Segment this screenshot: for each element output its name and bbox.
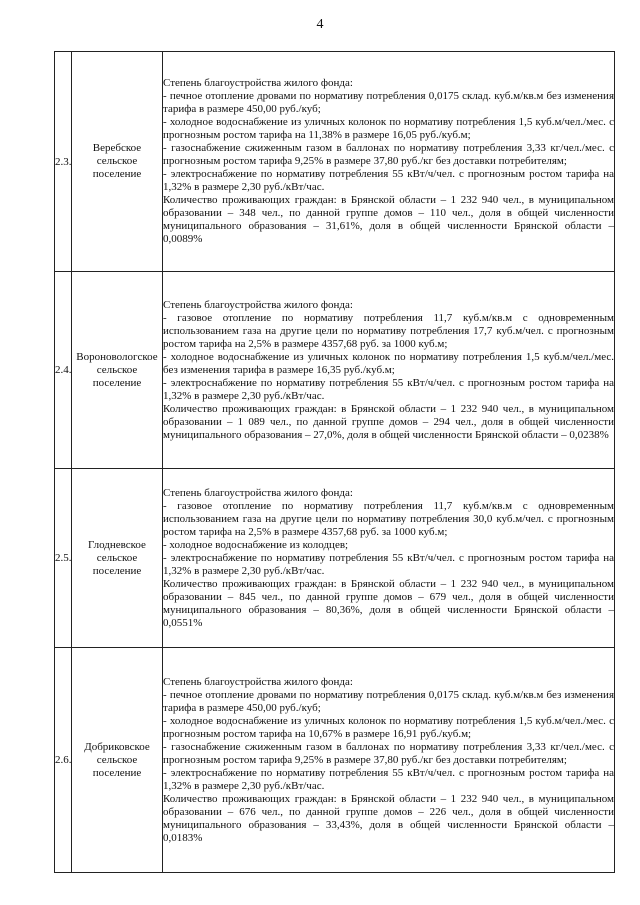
page-number: 4: [316, 17, 324, 32]
settlement-name: Вороновологское сельское поселение: [72, 272, 163, 469]
row-content: [163, 469, 615, 648]
settlement-name: Глодневское сельское поселение: [72, 469, 163, 648]
amenities-text: Степень благоустройства жилого фонда: - печное отопление дровами по нормативу потребления 0,0175 склад. куб.м/кв.м без изменения тарифа в размере 450,00 руб./куб; - холодное водоснабжение из уличных колонок по нормативу потребления 1,5 куб.м/чел./мес. с прогнозным ростом тарифа на 10,67% в размере 16,91 руб./куб.м; - газоснабжение сжиженным газом в баллонах по нормативу потребления 3,33 кг/чел./мес. с прогнозным ростом тарифа 9,25% в размере 37,80 руб./кг без доставки потребителям; - электроснабжение по нормативу потребления 55 кВт/ч/чел. с прогнозным ростом тарифа на 1,32% в размере 2,30 руб./кВт/час.: [163, 675, 614, 792]
row-content: [163, 648, 615, 873]
settlement-name: Добриковское сельское поселение: [72, 648, 163, 873]
row-number: 2.4.: [55, 272, 72, 469]
row-content: [163, 52, 615, 272]
document-table: [54, 51, 615, 873]
population-stats: Количество проживающих граждан: в Брянской области – 1 232 940 чел., в муниципальном образовании – 845 чел., по данной группе домов – 679 чел., доля в общей численности муниципального образования – 80,36%, доля в общей численности Брянской области – 0,0551%: [163, 577, 614, 629]
table-row: [55, 272, 615, 469]
settlement-name: Веребское сельское поселение: [72, 52, 163, 272]
population-stats: Количество проживающих граждан: в Брянской области – 1 232 940 чел., в муниципальном образовании – 1 089 чел., по данной группе домов – 294 чел., доля в общей численности муниципального образования – 27,0%, доля в общей численности Брянской области – 0,0238%: [163, 402, 614, 441]
population-stats: Количество проживающих граждан: в Брянской области – 1 232 940 чел., в муниципальном образовании – 348 чел., по данной группе домов – 110 чел., доля в общей численности муниципального образования – 31,61%, доля в общей численности Брянской области – 0,0089%: [163, 194, 614, 245]
amenities-text: Степень благоустройства жилого фонда: - печное отопление дровами по нормативу потребления 0,0175 склад. куб.м/кв.м без изменения тарифа в размере 450,00 руб./куб; - холодное водоснабжение из уличных колонок по нормативу потребления 1,5 куб.м/чел./мес. с прогнозным ростом тарифа на 11,38% в размере 16,05 руб./куб.м; - газоснабжение сжиженным газом в баллонах по нормативу потребления 3,33 кг/чел./мес. с прогнозным ростом тарифа 9,25% в размере 37,80 руб./кг без доставки потребителям; - электроснабжение по нормативу потребления 55 кВт/ч/чел. с прогнозным ростом тарифа на 1,32% в размере 2,30 руб./кВт/час.: [163, 77, 614, 193]
row-number: 2.3.: [55, 52, 72, 272]
table-row: [55, 648, 615, 873]
row-number: 2.5.: [55, 469, 72, 648]
population-stats: Количество проживающих граждан: в Брянской области – 1 232 940 чел., в муниципальном образовании – 676 чел., по данной группе домов – 226 чел., доля в общей численности муниципального образования – 33,43%, доля в общей численности Брянской области – 0,0183%: [163, 792, 614, 844]
row-number: 2.6.: [55, 648, 72, 873]
amenities-text: Степень благоустройства жилого фонда: - газовое отопление по нормативу потребления 11,7 куб.м/кв.м с одновременным использованием газа на другие цели по нормативу потребления 30,0 куб.м/чел. с прогнозным ростом тарифа на 2,5% в размере 4357,68 руб. за 1000 куб.м; - холодное водоснабжение из колодцев; - электроснабжение по нормативу потребления 55 кВт/ч/чел. с прогнозным ростом тарифа на 1,32% в размере 2,30 руб./кВт/час.: [163, 486, 614, 577]
amenities-text: Степень благоустройства жилого фонда: - газовое отопление по нормативу потребления 11,7 куб.м/кв.м с одновременным использованием газа на другие цели по нормативу потребления 17,7 куб.м/чел. с прогнозным ростом тарифа на 2,5% в размере 4357,68 руб. за 1000 куб.м; - холодное водоснабжение из уличных колонок по нормативу потребления 1,5 куб.м/чел./мес. без изменения тарифа в размере 16,35 руб./куб.м; - электроснабжение по нормативу потребления 55 кВт/ч/чел. с прогнозным ростом тарифа на 1,32% в размере 2,30 руб./кВт/час.: [163, 298, 614, 402]
table-row: [55, 52, 615, 272]
table-row: [55, 469, 615, 648]
row-content: [163, 272, 615, 469]
